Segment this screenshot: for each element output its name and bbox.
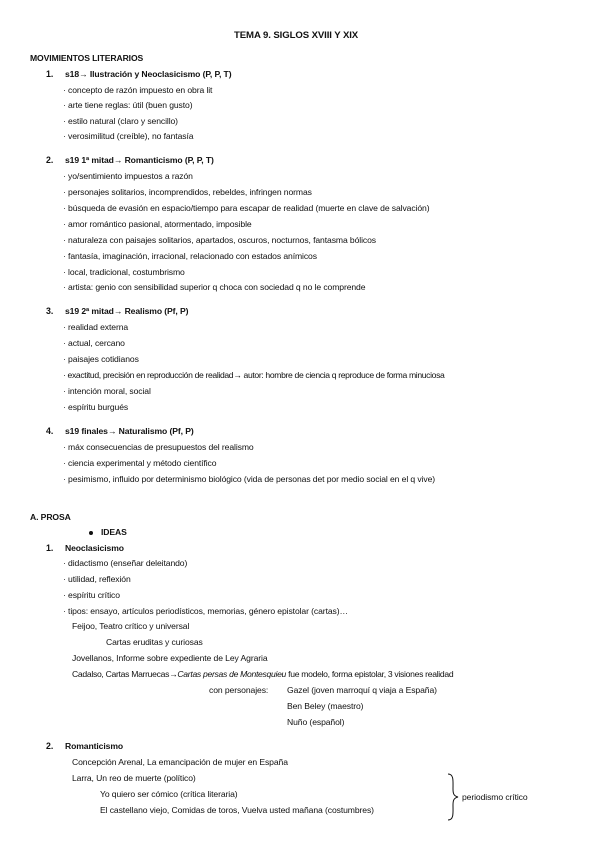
author-work-line: Yo quiero ser cómico (crítica literaria) xyxy=(100,789,238,799)
bullet-dot-icon xyxy=(89,531,93,535)
section-heading-prosa: A. PROSA xyxy=(30,512,71,522)
page-title: TEMA 9. SIGLOS XVIII Y XIX xyxy=(234,30,359,41)
ideas-label: IDEAS xyxy=(101,527,127,537)
list-item: · intención moral, social xyxy=(63,386,151,396)
subsection-heading: Romanticismo xyxy=(65,741,124,751)
list-item: · tipos: ensayo, artículos periodísticos, memorias, género epistolar (cartas)… xyxy=(63,606,348,616)
movement-heading: s19 2ª mitad→ Realismo (Pf, P) xyxy=(65,306,189,316)
list-item: · búsqueda de evasión en espacio/tiempo para escapar de realidad (muerte en clave de salvación) xyxy=(63,203,430,213)
list-item: · personajes solitarios, incomprendidos, rebeldes, infringen normas xyxy=(63,187,312,197)
list-number: 1. xyxy=(46,543,54,553)
author-work-line: Cadalso, Cartas Marruecas→Cartas persas de Montesquieu fue modelo, forma epistolar, 3 visiones realidad xyxy=(72,669,454,679)
list-item: · didactismo (enseñar deleitando) xyxy=(63,558,188,568)
character-item: Nuño (español) xyxy=(287,717,345,727)
list-item: · naturaleza con paisajes solitarios, apartados, oscuros, nocturnos, fantasma bólicos xyxy=(63,235,376,245)
character-item: Gazel (joven marroquí q viaja a España) xyxy=(287,685,437,695)
author-work-line: Larra, Un reo de muerte (político) xyxy=(72,773,196,783)
movement-heading: s19 finales→ Naturalismo (Pf, P) xyxy=(65,426,194,436)
list-number: 4. xyxy=(46,426,54,436)
movement-heading: s18→ Ilustración y Neoclasicismo (P, P, T) xyxy=(65,69,232,79)
list-item: · realidad externa xyxy=(63,322,129,332)
list-number: 3. xyxy=(46,306,54,316)
list-item: · utilidad, reflexión xyxy=(63,574,131,584)
author-work-line: Feijoo, Teatro crítico y universal xyxy=(72,621,190,631)
author-work-line: Cartas eruditas y curiosas xyxy=(106,637,203,647)
list-item: · local, tradicional, costumbrismo xyxy=(63,267,185,277)
list-item: · actual, cercano xyxy=(63,338,125,348)
list-number: 1. xyxy=(46,69,54,79)
brace-annotation: periodismo crítico xyxy=(462,792,528,802)
list-item: · estilo natural (claro y sencillo) xyxy=(63,116,178,126)
list-item: · arte tiene reglas: útil (buen gusto) xyxy=(63,100,193,110)
list-item: · espíritu burgués xyxy=(63,402,129,412)
character-item: Ben Beley (maestro) xyxy=(287,701,364,711)
list-item: · fantasía, imaginación, irracional, relacionado con estados anímicos xyxy=(63,251,317,261)
list-item: · exactitud, precisión en reproducción de realidad→ autor: hombre de ciencia q reproduce de forma minuciosa xyxy=(63,370,445,380)
list-item: · máx consecuencias de presupuestos del realismo xyxy=(63,442,254,452)
list-item: · amor romántico pasional, atormentado, imposible xyxy=(63,219,252,229)
list-item: · paisajes cotidianos xyxy=(63,354,139,364)
author-work-line: El castellano viejo, Comidas de toros, Vuelva usted mañana (costumbres) xyxy=(100,805,374,815)
author-work-line: Concepción Arenal, La emancipación de mujer en España xyxy=(72,757,288,767)
subsection-heading: Neoclasicismo xyxy=(65,543,124,553)
list-item: · yo/sentimiento impuestos a razón xyxy=(63,171,193,181)
movement-heading: s19 1ª mitad→ Romanticismo (P, P, T) xyxy=(65,155,214,165)
personajes-label: con personajes: xyxy=(209,685,269,695)
section-heading-movimientos: MOVIMIENTOS LITERARIOS xyxy=(30,53,144,63)
list-item: · espíritu crítico xyxy=(63,590,120,600)
list-item: · concepto de razón impuesto en obra lit xyxy=(63,85,213,95)
author-work-line: Jovellanos, Informe sobre expediente de Ley Agraria xyxy=(72,653,268,663)
list-item: · pesimismo, influido por determinismo biológico (vida de personas det por medio social en el q vive) xyxy=(63,474,436,484)
list-item: · verosimilitud (creíble), no fantasía xyxy=(63,131,194,141)
list-item: · ciencia experimental y método científico xyxy=(63,458,217,468)
list-number: 2. xyxy=(46,155,54,165)
list-item: · artista: genio con sensibilidad superior q choca con sociedad q no le comprende xyxy=(63,282,366,292)
list-number: 2. xyxy=(46,741,54,751)
curly-brace-icon xyxy=(446,773,460,821)
